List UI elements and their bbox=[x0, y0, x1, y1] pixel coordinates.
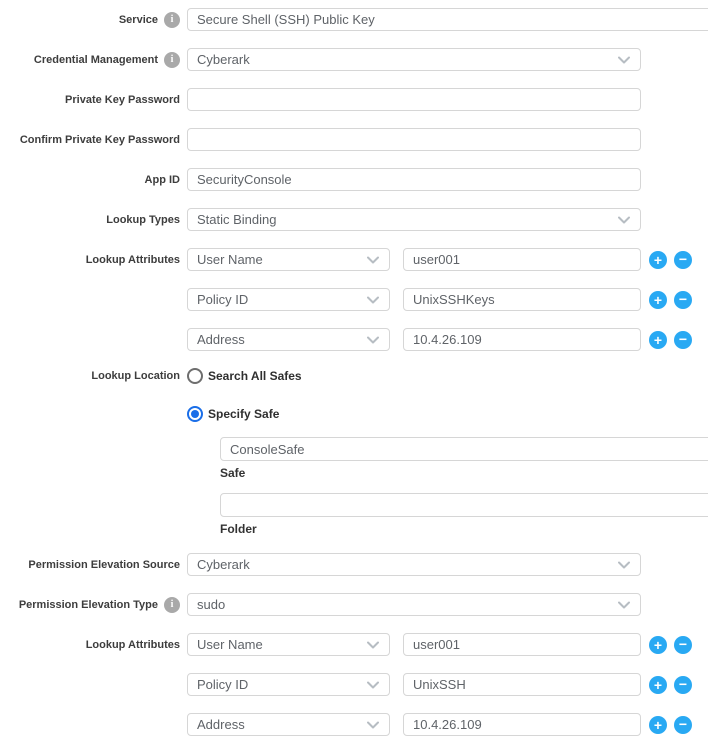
plus-icon: + bbox=[653, 676, 663, 693]
chevron-down-icon bbox=[367, 336, 379, 344]
permission-elevation-source-field bbox=[187, 553, 641, 576]
search-all-safes-radio-label: Search All Safes bbox=[208, 369, 302, 383]
attribute-value-input[interactable] bbox=[403, 633, 641, 656]
add-attribute-button[interactable] bbox=[649, 291, 667, 309]
chevron-down-icon bbox=[618, 56, 630, 64]
attribute-type-dropdown[interactable] bbox=[187, 248, 390, 271]
info-icon[interactable] bbox=[164, 12, 180, 28]
attribute-type-selected-value: Policy ID bbox=[197, 292, 249, 307]
info-icon[interactable] bbox=[164, 52, 180, 68]
folder-input[interactable] bbox=[220, 493, 708, 517]
lookup-types-label: Lookup Types bbox=[106, 213, 180, 226]
lookup-location-options bbox=[187, 368, 708, 536]
lookup-types-field bbox=[187, 208, 641, 231]
app-id-field bbox=[187, 168, 641, 191]
service-input[interactable] bbox=[187, 8, 708, 31]
permission-elevation-type-selected-value: sudo bbox=[197, 597, 226, 612]
info-icon-glyph: i bbox=[170, 14, 174, 25]
app-id-input[interactable] bbox=[187, 168, 641, 191]
info-icon-glyph: i bbox=[170, 54, 174, 65]
permission-elevation-source-dropdown[interactable] bbox=[187, 553, 641, 576]
app-id-row bbox=[0, 168, 708, 191]
chevron-down-icon bbox=[618, 601, 630, 609]
attribute-value-input[interactable] bbox=[403, 673, 641, 696]
chevron-down-icon bbox=[618, 561, 630, 569]
remove-attribute-button[interactable] bbox=[674, 676, 692, 694]
lookup-attributes-elevation-row bbox=[0, 633, 708, 736]
attribute-type-selected-value: User Name bbox=[197, 637, 263, 652]
permission-elevation-source-label: Permission Elevation Source bbox=[28, 558, 180, 571]
lookup-attributes-static-label-group bbox=[0, 248, 180, 271]
chevron-down-icon bbox=[367, 721, 379, 729]
chevron-down-icon bbox=[367, 296, 379, 304]
service-row bbox=[0, 8, 708, 31]
attribute-type-selected-value: Policy ID bbox=[197, 677, 249, 692]
lookup-types-selected-value: Static Binding bbox=[197, 212, 277, 227]
app-id-label: App ID bbox=[144, 173, 180, 186]
attribute-type-dropdown[interactable] bbox=[187, 288, 390, 311]
minus-icon: − bbox=[678, 676, 688, 692]
safe-field-block bbox=[220, 437, 708, 480]
private-key-password-input[interactable] bbox=[187, 88, 641, 111]
plus-icon: + bbox=[653, 291, 663, 308]
credential-management-field bbox=[187, 48, 641, 71]
attribute-type-dropdown[interactable] bbox=[187, 673, 390, 696]
lookup-attribute-row bbox=[187, 633, 692, 656]
lookup-location-row bbox=[0, 368, 708, 536]
minus-icon: − bbox=[678, 291, 688, 307]
permission-elevation-type-field bbox=[187, 593, 641, 616]
permission-elevation-type-dropdown[interactable] bbox=[187, 593, 641, 616]
permission-elevation-type-label: Permission Elevation Type bbox=[18, 598, 158, 611]
attribute-type-selected-value: User Name bbox=[197, 252, 263, 267]
attribute-type-dropdown[interactable] bbox=[187, 328, 390, 351]
lookup-attribute-row bbox=[187, 328, 692, 351]
lookup-attribute-row bbox=[187, 248, 692, 271]
add-attribute-button[interactable] bbox=[649, 716, 667, 734]
service-label: Service bbox=[118, 13, 158, 26]
lookup-attribute-row bbox=[187, 288, 692, 311]
lookup-attributes-elevation-label-group bbox=[0, 633, 180, 656]
credential-management-row bbox=[0, 48, 708, 71]
lookup-attribute-row bbox=[187, 673, 692, 696]
permission-elevation-source-row bbox=[0, 553, 708, 576]
radio-option-specify-safe bbox=[187, 406, 708, 422]
chevron-down-icon bbox=[367, 681, 379, 689]
remove-attribute-button[interactable] bbox=[674, 716, 692, 734]
confirm-private-key-password-label: Confirm Private Key Password bbox=[19, 133, 180, 146]
minus-icon: − bbox=[678, 636, 688, 652]
lookup-types-row bbox=[0, 208, 708, 231]
permission-elevation-source-selected-value: Cyberark bbox=[197, 557, 250, 572]
chevron-down-icon bbox=[367, 256, 379, 264]
permission-elevation-type-row bbox=[0, 593, 708, 616]
confirm-private-key-password-row bbox=[0, 128, 708, 151]
attribute-type-dropdown[interactable] bbox=[187, 713, 390, 736]
service-field bbox=[187, 8, 708, 31]
search-all-safes-radio[interactable] bbox=[187, 368, 203, 384]
confirm-private-key-password-label-group bbox=[0, 128, 180, 151]
remove-attribute-button[interactable] bbox=[674, 291, 692, 309]
attribute-type-dropdown[interactable] bbox=[187, 633, 390, 656]
permission-elevation-source-label-group bbox=[0, 553, 180, 576]
lookup-location-label-group bbox=[0, 368, 180, 384]
add-attribute-button[interactable] bbox=[649, 636, 667, 654]
attribute-type-selected-value: Address bbox=[197, 717, 245, 732]
minus-icon: − bbox=[678, 251, 688, 267]
attribute-value-input[interactable] bbox=[403, 248, 641, 271]
specify-safe-radio-label: Specify Safe bbox=[208, 407, 280, 421]
remove-attribute-button[interactable] bbox=[674, 251, 692, 269]
attribute-value-input[interactable] bbox=[403, 288, 641, 311]
info-icon[interactable] bbox=[164, 597, 180, 613]
private-key-password-row bbox=[0, 88, 708, 111]
lookup-attribute-row bbox=[187, 713, 692, 736]
attribute-value-input[interactable] bbox=[403, 713, 641, 736]
lookup-attributes-static-row bbox=[0, 248, 708, 351]
lookup-attributes-elevation-list bbox=[187, 633, 692, 736]
plus-icon: + bbox=[653, 251, 663, 268]
plus-icon: + bbox=[653, 636, 663, 653]
attribute-value-input[interactable] bbox=[403, 328, 641, 351]
info-icon-glyph: i bbox=[170, 599, 174, 610]
safe-input[interactable] bbox=[220, 437, 708, 461]
credential-management-selected-value: Cyberark bbox=[197, 52, 250, 67]
lookup-types-dropdown[interactable] bbox=[187, 208, 641, 231]
lookup-location-label: Lookup Location bbox=[91, 370, 180, 382]
plus-icon: + bbox=[653, 716, 663, 733]
lookup-attributes-static-list bbox=[187, 248, 692, 351]
radio-option-search-all-safes bbox=[187, 368, 708, 384]
permission-elevation-type-label-group bbox=[0, 593, 180, 616]
minus-icon: − bbox=[678, 331, 688, 347]
private-key-password-field bbox=[187, 88, 641, 111]
remove-attribute-button[interactable] bbox=[674, 331, 692, 349]
add-attribute-button[interactable] bbox=[649, 251, 667, 269]
specify-safe-radio[interactable] bbox=[187, 406, 203, 422]
plus-icon: + bbox=[653, 331, 663, 348]
minus-icon: − bbox=[678, 716, 688, 732]
lookup-attributes-label: Lookup Attributes bbox=[85, 253, 180, 266]
chevron-down-icon bbox=[367, 641, 379, 649]
lookup-types-label-group bbox=[0, 208, 180, 231]
private-key-password-label: Private Key Password bbox=[65, 93, 180, 106]
safe-label: Safe bbox=[220, 466, 246, 480]
private-key-password-label-group bbox=[0, 88, 180, 111]
service-label-group bbox=[0, 8, 180, 31]
remove-attribute-button[interactable] bbox=[674, 636, 692, 654]
folder-field-block bbox=[220, 493, 708, 536]
confirm-private-key-password-field bbox=[187, 128, 641, 151]
add-attribute-button[interactable] bbox=[649, 331, 667, 349]
folder-label: Folder bbox=[220, 522, 257, 536]
confirm-private-key-password-input[interactable] bbox=[187, 128, 641, 151]
chevron-down-icon bbox=[618, 216, 630, 224]
credential-management-dropdown[interactable] bbox=[187, 48, 641, 71]
attribute-type-selected-value: Address bbox=[197, 332, 245, 347]
lookup-attributes-label: Lookup Attributes bbox=[85, 638, 180, 651]
app-id-label-group bbox=[0, 168, 180, 191]
credential-management-label: Credential Management bbox=[33, 53, 158, 66]
add-attribute-button[interactable] bbox=[649, 676, 667, 694]
credential-management-label-group bbox=[0, 48, 180, 71]
